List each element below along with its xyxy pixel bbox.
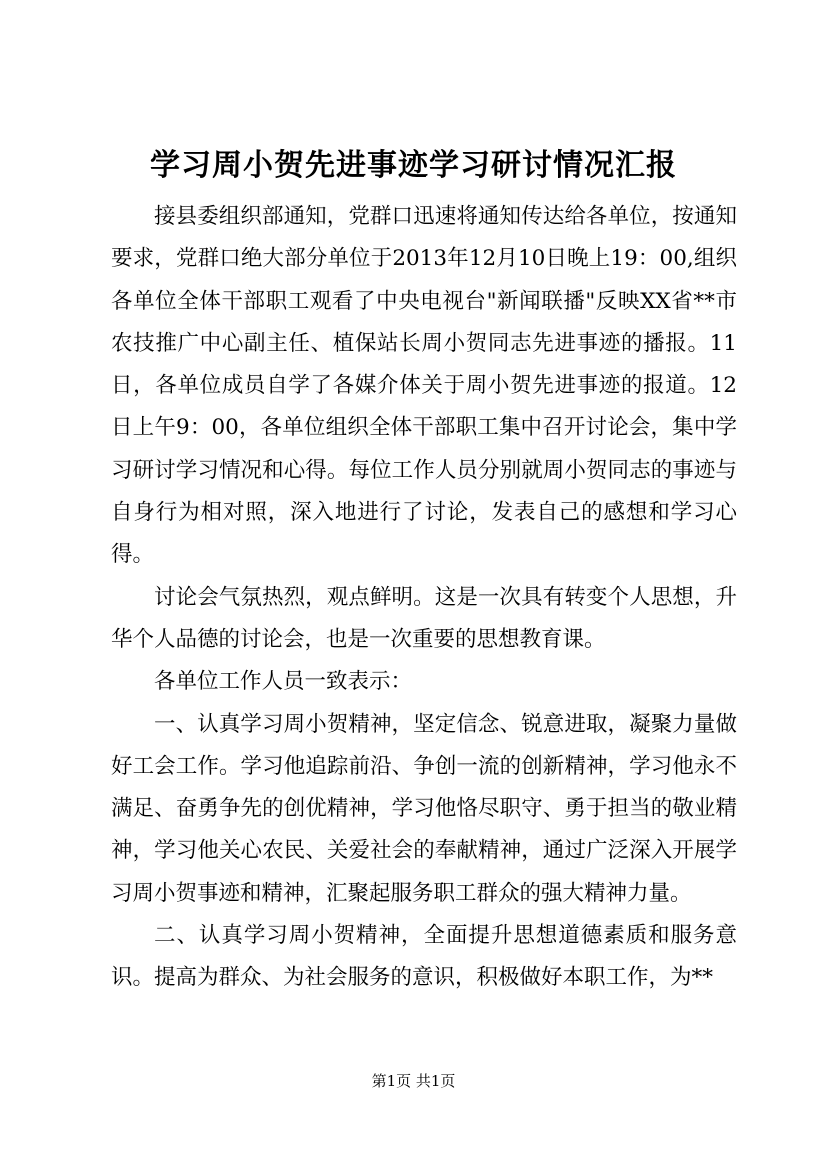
paragraph-2: 讨论会气氛热烈，观点鲜明。这是一次具有转变个人思想，升华个人品德的讨论会，也是一次重要的思想教育课。	[111, 584, 737, 652]
document-body	[111, 196, 737, 1000]
paragraph-5: 二、认真学习周小贺精神，全面提升思想道德素质和服务意识。提高为群众、为社会服务的意识，积极做好本职工作，为**	[111, 923, 737, 991]
page-number-footer: 第1页 共1页	[371, 1072, 456, 1090]
paragraph-4: 一、认真学习周小贺精神，坚定信念、锐意进取，凝聚力量做好工会工作。学习他追踪前沿、争创一流的创新精神，学习他永不满足、奋勇争先的创优精神，学习他恪尽职守、勇于担当的敬业精神，学习他关心农民、关爱社会的奉献精神，通过广泛深入开展学习周小贺事迹和精神，汇聚起服务职工群众的强大精神力量。	[111, 711, 737, 906]
paragraph-1: 接县委组织部通知，党群口迅速将通知传达给各单位，按通知要求，党群口绝大部分单位于2013年12月10日晚上19：00,组织各单位全体干部职工观看了中央电视台"新闻联播"反映XX省**市农技推广中心副主任、植保站长周小贺同志先进事迹的播报。11日，各单位成员自学了各媒介体关于周小贺先进事迹的报道。12日上午9：00，各单位组织全体干部职工集中召开讨论会，集中学习研讨学习情况和心得。每位工作人员分别就周小贺同志的事迹与自身行为相对照，深入地进行了讨论，发表自己的感想和学习心得。	[111, 204, 737, 568]
paragraph-3: 各单位工作人员一致表示：	[154, 669, 413, 695]
document-title: 学习周小贺先进事迹学习研讨情况汇报	[150, 148, 677, 183]
